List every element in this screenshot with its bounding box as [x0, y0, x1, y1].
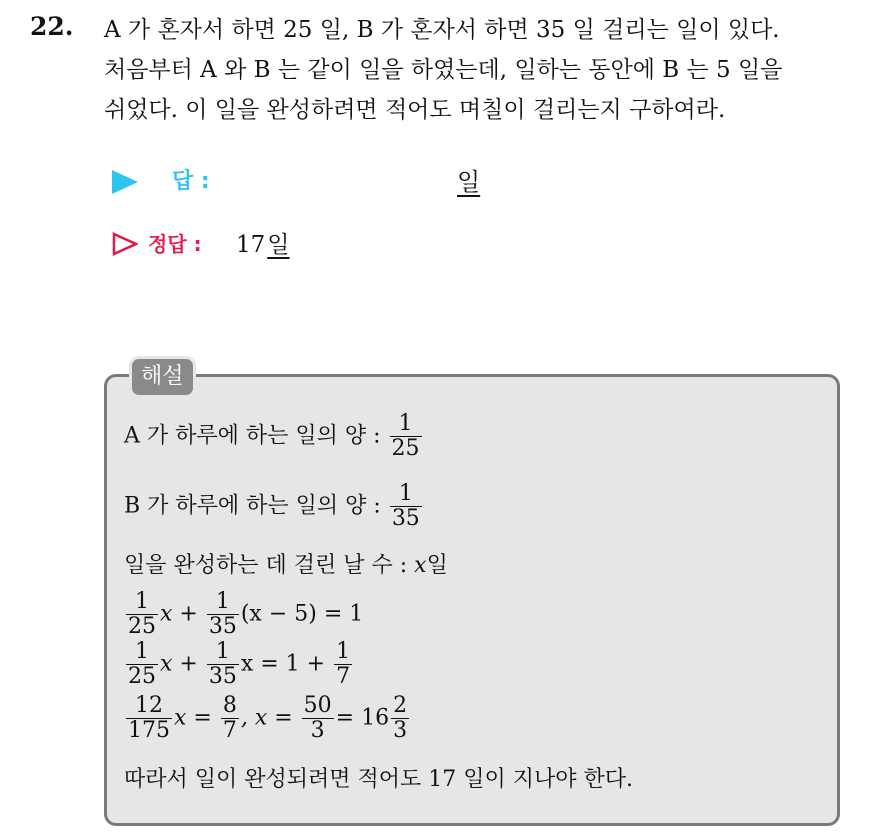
question-number: 22.	[30, 12, 74, 41]
explanation-line-days	[124, 548, 448, 579]
solution-row	[112, 224, 712, 264]
explanation-tag: 해설	[129, 356, 196, 398]
fraction: $\frac{1}{35}$	[391, 481, 420, 531]
question-text	[104, 10, 874, 130]
explanation-line-a	[124, 412, 424, 461]
equation-3: $\frac{12}{175}$ x = $\frac{8}{7}$ , x = $\frac{50}{3}$ = 16 $\frac{2}{3}$	[128, 693, 408, 743]
line-days-text: 일을 완성하는 데 걸린 날 수 :	[124, 553, 408, 578]
answer-row[interactable]	[112, 162, 712, 202]
solution-unit: 일	[267, 232, 290, 258]
variable-x: x	[414, 553, 427, 578]
solution-value	[236, 226, 290, 259]
answer-label: 답 :	[172, 169, 210, 194]
line-a-text: A 가 하루에 하는 일의 양 :	[124, 423, 381, 449]
outline-triangle-icon	[112, 232, 138, 256]
play-triangle-icon	[112, 170, 138, 194]
question-line-1: A 가 혼자서 하면 25 일, B 가 혼자서 하면 35 일 걸리는 일이 있다.	[104, 17, 780, 43]
question-line-3: 쉬었다. 이 일을 완성하려면 적어도 며칠이 걸리는지 구하여라.	[104, 97, 726, 123]
explanation-conclusion: 따라서 일이 완성되려면 적어도 17 일이 지나야 한다.	[124, 767, 633, 792]
line-days-unit: 일	[426, 553, 448, 578]
answer-unit: 일	[457, 168, 481, 196]
solution-label: 정답 :	[148, 232, 202, 256]
question-line-2: 처음부터 A 와 B 는 같이 일을 하였는데, 일하는 동안에 B 는 5 일을	[104, 57, 783, 83]
explanation-line-b	[124, 482, 424, 531]
equation-1: $\frac{1}{25}$ x + $\frac{1}{35}$ (x − 5) = 1	[128, 589, 364, 639]
line-b-text: B 가 하루에 하는 일의 양 :	[124, 493, 381, 519]
equation-2: $\frac{1}{25}$ x + $\frac{1}{35}$ x = 1 + $\frac{1}{7}$	[128, 639, 351, 689]
solution-number: 17	[236, 232, 266, 258]
fraction: $\frac{1}{25}$	[391, 411, 420, 461]
